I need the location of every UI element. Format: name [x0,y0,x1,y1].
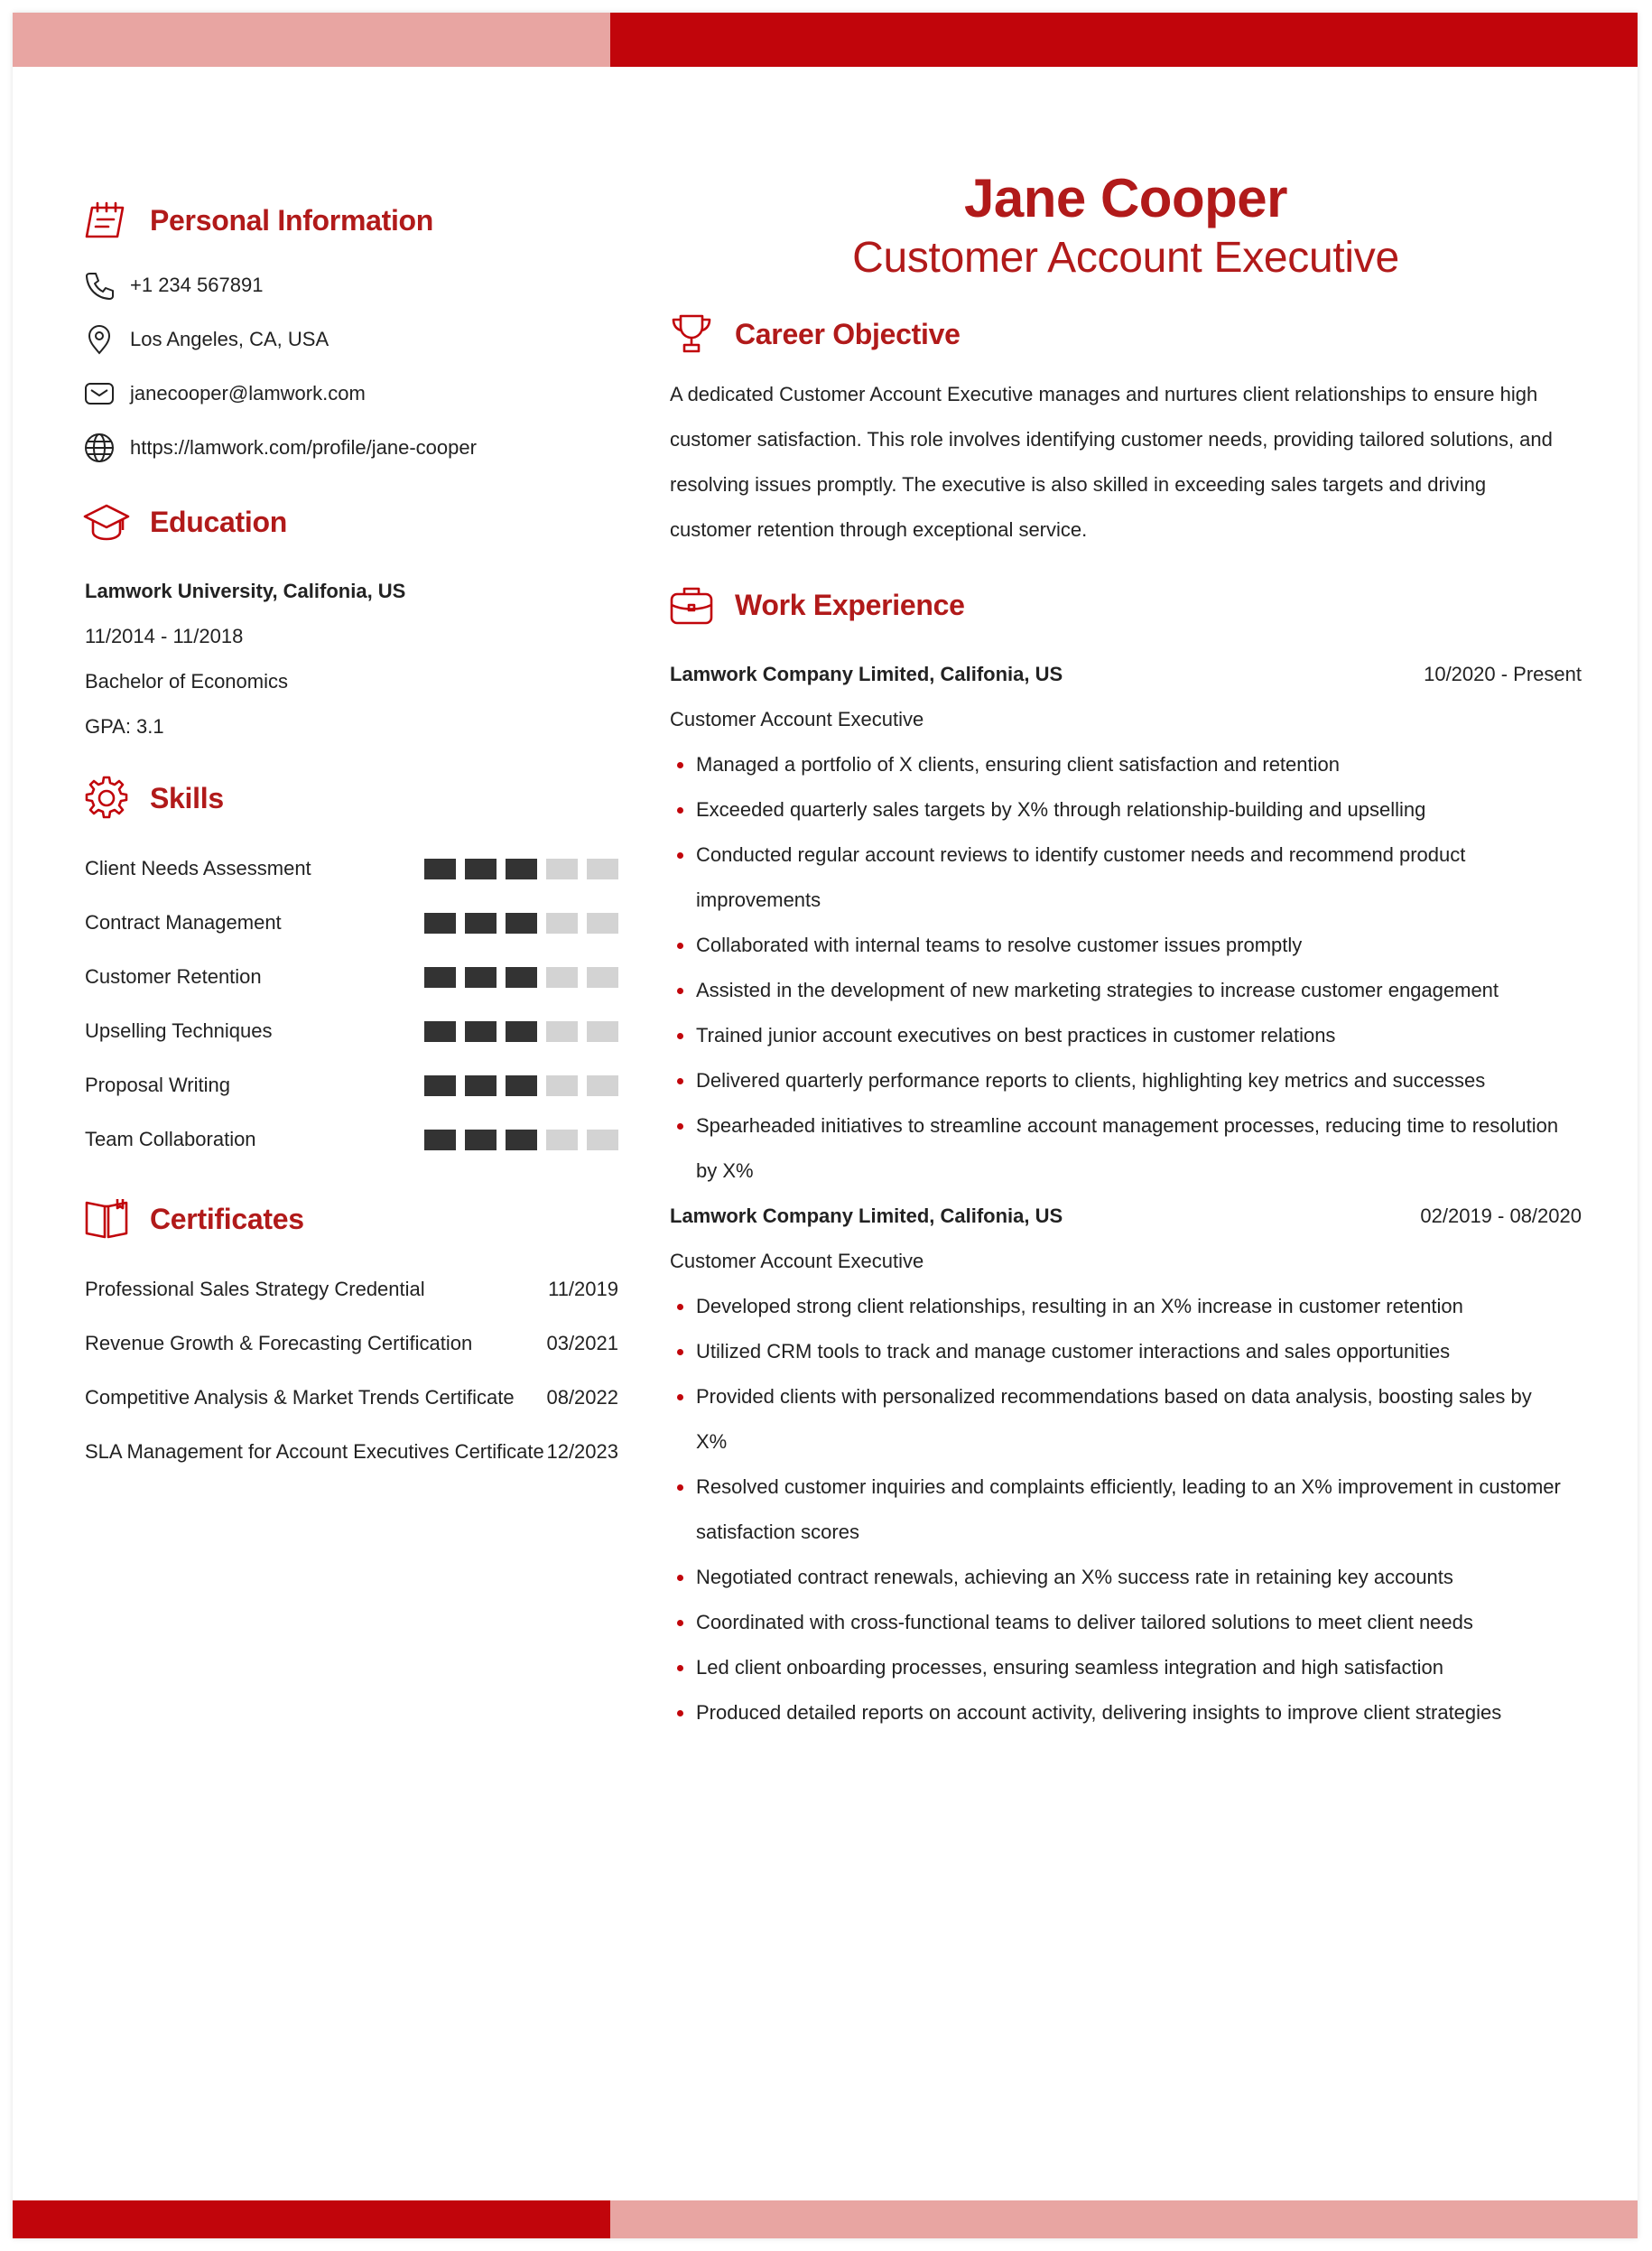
certificate-row [72,1425,618,1479]
skill-segment-filled [465,1021,497,1042]
job-bullet: Utilized CRM tools to track and manage customer interactions and sales opportunities [670,1329,1582,1374]
certificate-row [72,1371,618,1425]
career-objective-header [670,307,1582,361]
objective-text: A dedicated Customer Account Executive manages and nurtures client relationships to ensure high customer satisfaction. This role involves identifying customer needs, providing tailored solutions, and resolving issues promptly. The executive is also skilled in exceeding sales targets and driving customer retention through exceptional service. [670,383,1553,541]
job-bullet: Managed a portfolio of X clients, ensuring client satisfaction and retention [670,742,1582,787]
job-bullet: Provided clients with personalized recommendations based on data analysis, boosting sales by X% [670,1374,1582,1465]
job-title: Customer Account Executive [670,708,924,730]
skill-segment-empty [587,859,618,879]
skill-segment-filled [506,1075,537,1096]
contact-location [72,312,618,367]
email-text: janecooper@lamwork.com [130,382,366,405]
section-title: Skills [150,781,224,814]
certificate-row [72,1316,618,1371]
job-bullet: Coordinated with cross-functional teams to deliver tailored solutions to meet client needs [670,1600,1582,1645]
job-bullet: Negotiated contract renewals, achieving an X% success rate in retaining key accounts [670,1555,1582,1600]
skill-segment-filled [506,1130,537,1150]
job-bullet: Delivered quarterly performance reports to clients, highlighting key metrics and successes [670,1058,1582,1103]
education-school: Lamwork University, Califonia, US [85,580,406,602]
certificate-date: 11/2019 [548,1278,618,1300]
job-company: Lamwork Company Limited, Califonia, US [670,663,1063,685]
id-card-icon [81,195,132,246]
personal-info-header [72,193,618,247]
top-band-dark [610,13,1638,67]
skill-segment-filled [465,913,497,934]
job-bullets [670,742,1582,1194]
job-header [670,1194,1582,1239]
contact-website [72,421,618,475]
education-dates: 11/2014 - 11/2018 [85,625,244,647]
section-title: Personal Information [150,203,434,237]
skill-level-bar [424,967,618,988]
contact-phone [72,258,618,312]
section-title: Education [150,505,287,538]
right-column [670,166,1582,1735]
skill-segment-filled [465,1075,497,1096]
job-bullet: Collaborated with internal teams to resolve customer issues promptly [670,923,1582,968]
skill-row [72,1004,618,1058]
job-bullet: Spearheaded initiatives to streamline account management processes, reducing time to resolution by X% [670,1103,1582,1194]
skills-header [72,771,618,825]
bottom-band-dark [13,2200,610,2238]
certificate-name: Professional Sales Strategy Credential [85,1278,425,1300]
skills-list [72,842,618,1167]
skill-segment-empty [546,1130,578,1150]
skill-name: Contract Management [85,911,282,934]
bottom-band-light [610,2200,1638,2238]
candidate-role: Customer Account Executive [852,234,1399,282]
certificate-name: Revenue Growth & Forecasting Certification [85,1332,473,1354]
briefcase-icon [666,580,717,630]
job-bullet: Produced detailed reports on account activity, delivering insights to improve client strategies [670,1690,1582,1735]
job-bullet: Conducted regular account reviews to identify customer needs and recommend product improvements [670,832,1582,923]
job-bullet: Trained junior account executives on best practices in customer relations [670,1013,1582,1058]
job-bullet: Assisted in the development of new marketing strategies to increase customer engagement [670,968,1582,1013]
skill-segment-filled [506,1021,537,1042]
skill-segment-empty [546,967,578,988]
trophy-icon [666,309,717,359]
job-header [670,652,1582,697]
work-experience-header [670,578,1582,632]
location-text: Los Angeles, CA, USA [130,328,329,350]
skill-row [72,896,618,950]
skill-segment-empty [587,967,618,988]
phone-text: +1 234 567891 [130,274,264,296]
job-dates: 02/2019 - 08/2020 [1420,1205,1582,1227]
skill-level-bar [424,1021,618,1042]
skill-segment-filled [424,1130,456,1150]
section-title: Work Experience [735,588,965,621]
phone-icon [81,267,117,303]
website-text: https://lamwork.com/profile/jane-cooper [130,436,477,459]
skill-level-bar [424,1075,618,1096]
skill-segment-filled [506,859,537,879]
skill-segment-empty [587,1021,618,1042]
skill-segment-empty [546,1021,578,1042]
education-header [72,495,618,549]
skill-name: Proposal Writing [85,1074,230,1096]
skill-segment-empty [587,913,618,934]
globe-icon [81,430,117,466]
job-bullet: Exceeded quarterly sales targets by X% through relationship-building and upselling [670,787,1582,832]
skill-row [72,842,618,896]
certificate-date: 08/2022 [546,1386,618,1409]
skill-segment-empty [587,1130,618,1150]
skill-segment-filled [465,859,497,879]
skill-level-bar [424,913,618,934]
book-icon [81,1194,132,1244]
certificate-name: SLA Management for Account Executives Certificate [85,1440,544,1463]
job-bullet: Resolved customer inquiries and complaints efficiently, leading to an X% improvement in customer satisfaction scores [670,1465,1582,1555]
job-dates: 10/2020 - Present [1424,663,1582,685]
skill-segment-filled [424,859,456,879]
certificate-row [72,1262,618,1316]
certificate-name: Competitive Analysis & Market Trends Certificate [85,1386,515,1409]
skill-name: Upselling Techniques [85,1019,273,1042]
job-bullets [670,1284,1582,1735]
job-entry [670,652,1582,1194]
section-title: Career Objective [735,317,961,350]
skill-segment-empty [546,859,578,879]
job-entry [670,1194,1582,1735]
map-pin-icon [81,321,117,358]
job-bullet: Led client onboarding processes, ensuring seamless integration and high satisfaction [670,1645,1582,1690]
job-title: Customer Account Executive [670,1250,924,1272]
certificates-header [72,1192,618,1246]
skill-name: Customer Retention [85,965,262,988]
skill-level-bar [424,859,618,879]
left-column [72,193,618,1479]
certificate-date: 12/2023 [546,1440,618,1463]
section-title: Certificates [150,1202,304,1235]
top-band-light [13,13,610,67]
mail-icon [81,376,117,412]
skill-level-bar [424,1130,618,1150]
skill-row [72,950,618,1004]
contact-email [72,367,618,421]
candidate-name: Jane Cooper [964,168,1287,228]
skill-name: Client Needs Assessment [85,857,311,879]
graduation-cap-icon [81,497,132,547]
education-gpa: GPA: 3.1 [85,715,164,738]
skill-segment-filled [465,967,497,988]
certificate-date: 03/2021 [546,1332,618,1354]
skill-segment-filled [424,913,456,934]
skill-name: Team Collaboration [85,1128,256,1150]
skill-row [72,1058,618,1112]
skill-segment-filled [465,1130,497,1150]
gear-icon [81,773,132,823]
education-degree: Bachelor of Economics [85,670,288,693]
skill-row [72,1112,618,1167]
skill-segment-empty [587,1075,618,1096]
skill-segment-empty [546,913,578,934]
job-bullet: Developed strong client relationships, resulting in an X% increase in customer retention [670,1284,1582,1329]
skill-segment-filled [424,1075,456,1096]
skill-segment-filled [424,967,456,988]
skill-segment-filled [506,913,537,934]
skill-segment-empty [546,1075,578,1096]
skill-segment-filled [424,1021,456,1042]
skill-segment-filled [506,967,537,988]
resume-page [13,13,1638,2238]
job-company: Lamwork Company Limited, Califonia, US [670,1205,1063,1227]
